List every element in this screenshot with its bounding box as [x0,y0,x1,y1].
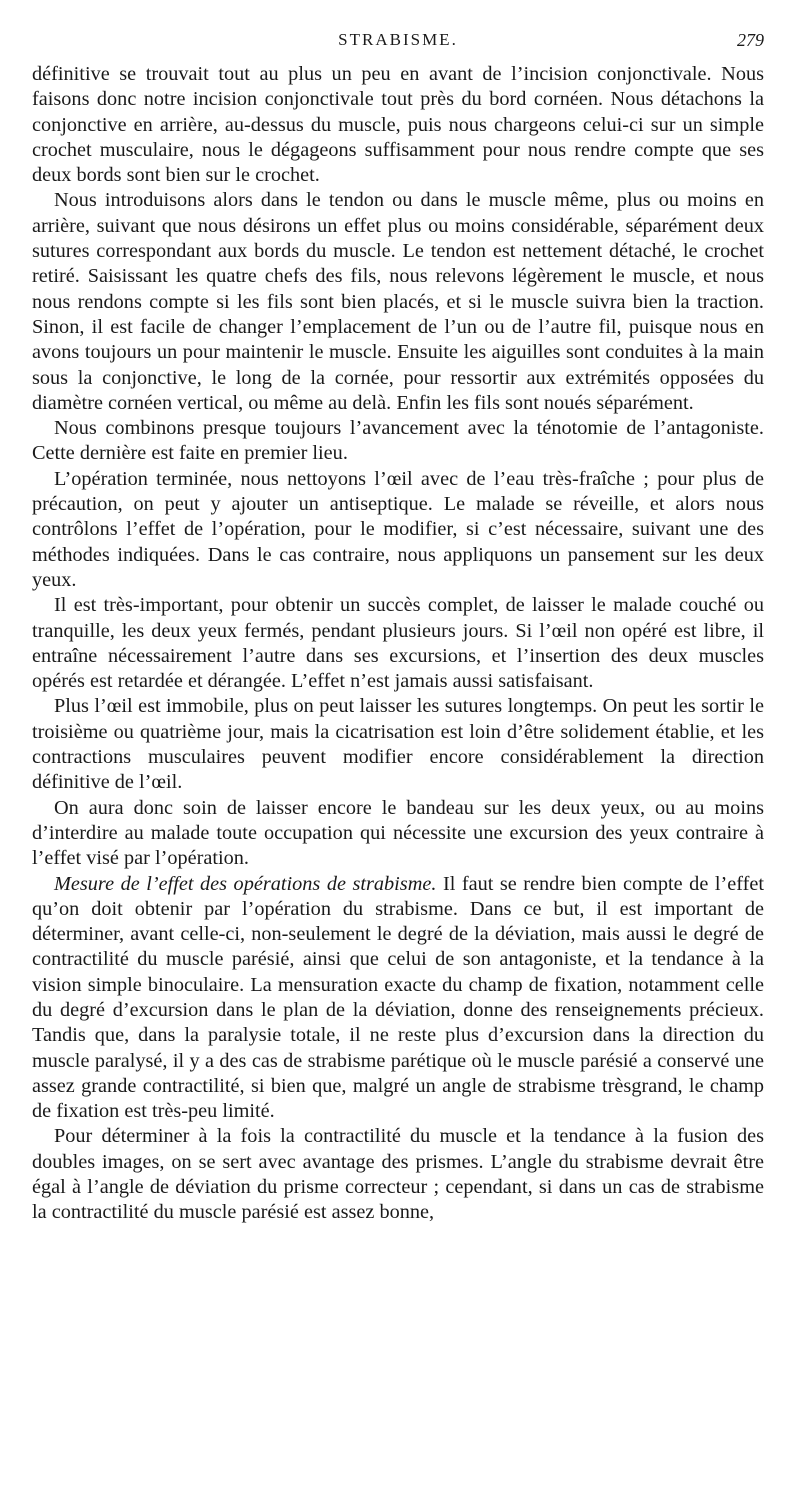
paragraph-continuation: définitive se trouvait tout au plus un peu en avant de l’incision conjonctivale. Nous faisons donc notre incision conjonctivale tout près du bord cornéen. Nous détachons la conjonctive en arrière, au-dessus du muscle, puis nous chargeons celui-ci sur un simple crochet musculaire, nous le dégageons suffisamment pour nous rendre compte que ses deux bords sont bien sur le crochet. [32,63,764,187]
paragraph-operation-terminee: L’opération terminée, nous nettoyons l’œil avec de l’eau très-fraîche ; pour plus de précaution, on peut y ajouter un antiseptique. Le malade se réveille, et alors nous contrôlons l’effet de l’opération, pour le modifier, si c’est nécessaire, suivant une des méthodes indiquées. Dans le cas contraire, nous appliquons un pansement sur les deux yeux. [32,467,764,591]
paragraph-sutures-duree: Plus l’œil est immobile, plus on peut laisser les sutures longtemps. On peut les sortir le troisième ou quatrième jour, mais la cicatrisation est loin d’être solidement établie, et les contractions musculaires peuvent modifier encore considérablement la direction définitive de l’œil. [32,695,764,794]
paragraph-repos: Il est très-important, pour obtenir un succès complet, de laisser le malade couché ou tranquille, les deux yeux fermés, pendant plusieurs jours. Si l’œil non opéré est libre, il entraîne nécessairement l’autre dans ses excursions, et l’insertion des deux muscles opérés est retardée et dérangée. L’effet n’est jamais aussi satisfaisant. [32,594,764,693]
paragraph-prismes: Pour déterminer à la fois la contractilité du muscle et la tendance à la fusion des doubles images, on se sert avec avantage des prismes. L’angle du strabisme devrait être égal à l’angle de déviation du prisme correcteur ; cependant, si dans un cas de strabisme la contractilité du muscle parésié est assez bonne, [32,1125,764,1224]
paragraph-bandeau: On aura donc soin de laisser encore le bandeau sur les deux yeux, ou au moins d’interdire au malade toute occupation qui nécessite une excursion des yeux contraire à l’effet visé par l’opération. [32,796,764,870]
paragraph-mesure [32,872,764,1125]
running-header [32,28,764,54]
paragraph-tenotomie: Nous combinons presque toujours l’avancement avec la ténotomie de l’antagoniste. Cette dernière est faite en premier lieu. [32,417,764,465]
section-heading: Mesure de l’effet des opérations de strabisme. [54,872,437,895]
page-number: 279 [737,30,764,50]
book-page [32,28,764,1226]
running-title: STRABISME. [338,30,458,49]
paragraph-sutures: Nous introduisons alors dans le tendon ou dans le muscle même, plus ou moins en arrière, suivant que nous désirons un effet plus ou moins considérable, séparément deux sutures correspondant aux bords du muscle. Le tendon est nettement détaché, le crochet retiré. Saisissant les quatre chefs des fils, nous relevons légèrement le muscle, et nous nous rendons compte si les fils sont bien placés, et si le muscle suivra bien la traction. Sinon, il est facile de changer l’emplacement de l’un ou de l’autre fil, puisque nous en avons toujours un pour maintenir le muscle. Ensuite les aiguilles sont conduites à la main sous la conjonctive, le long de la cornée, pour ressortir aux extrémités opposées du diamètre cornéen vertical, ou même au delà. Enfin les fils sont noués séparément. [32,189,764,414]
section-text: Il faut se rendre bien compte de l’effet qu’on doit obtenir par l’opération du strabisme. Dans ce but, il est important de déterminer, avant celle-ci, non-seulement le degré de la déviation, mais aussi le degré de contractilité du muscle parésié, ainsi que celui de son antagoniste, et la tendance à la vision simple binoculaire. La mensuration exacte du champ de fixation, notamment celle du degré d’excursion dans le plan de la déviation, donne des renseignements précieux. Tandis que, dans la paralysie totale, il ne reste plus d’excursion dans la direction du muscle paralysé, il y a des cas de strabisme parétique où le muscle parésié a conservé une assez grande contractilité, si bien que, malgré un angle de strabisme trèsgrand, le champ de fixation est très-peu limité. [32,872,764,1123]
body-text [32,62,764,1226]
